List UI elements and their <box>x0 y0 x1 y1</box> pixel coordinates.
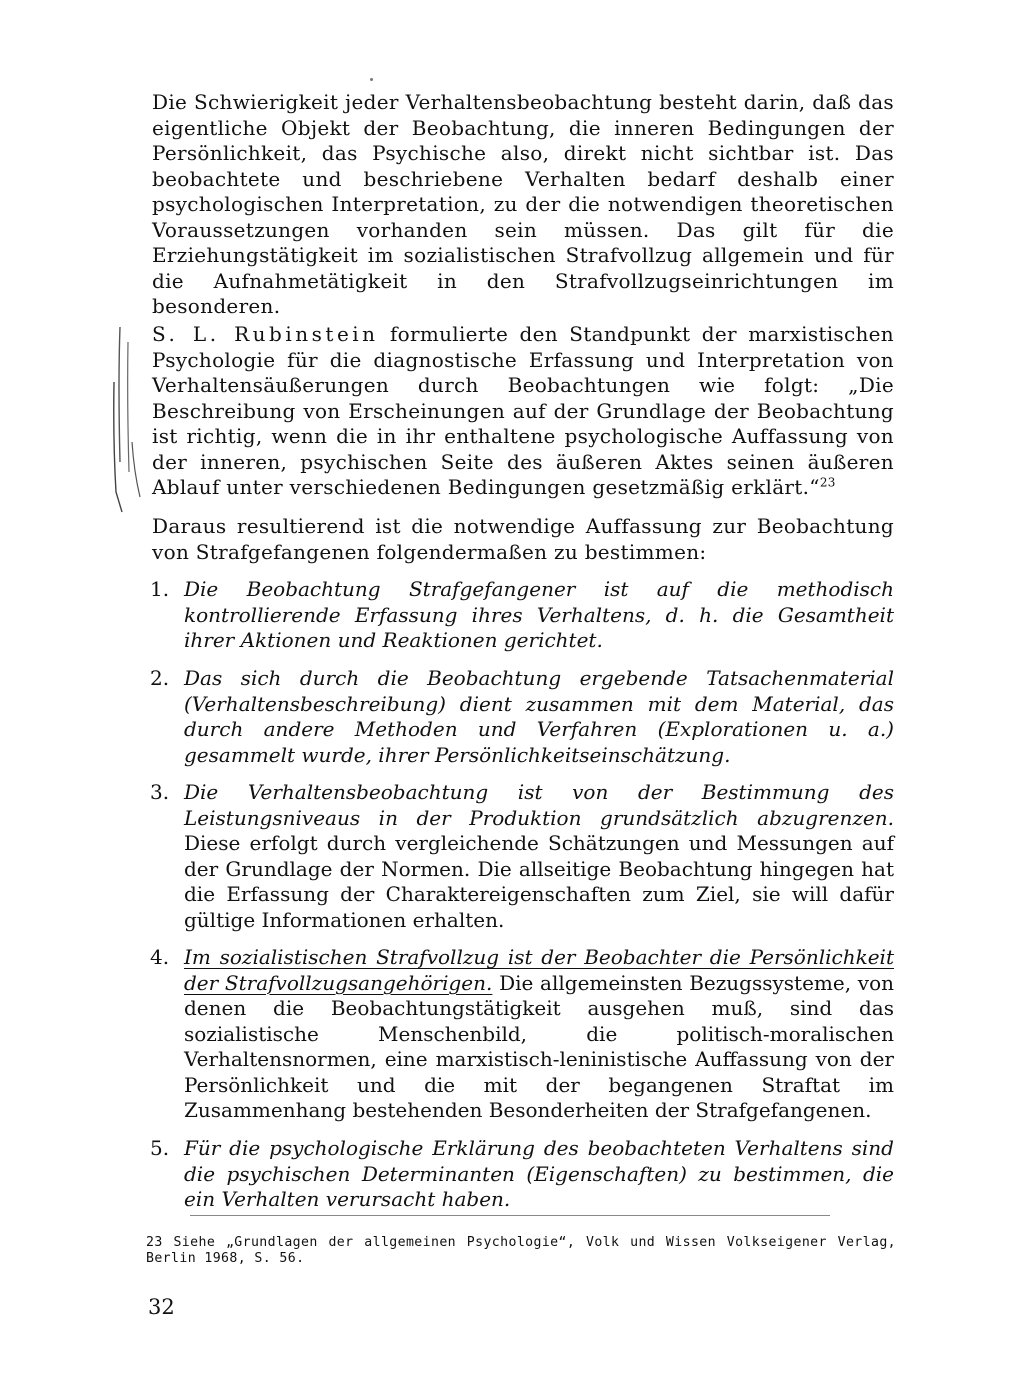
footnote: 23 Siehe „Grundlagen der allgemeinen Psychologie“, Volk und Wissen Volkseigener Verlag, Berlin 1968, S. 56. <box>146 1235 896 1266</box>
list-item-italic: Die Verhaltensbeobachtung ist von der Bestimmung des Leistungsniveaus in der Produktion grundsätzlich abzugrenzen. <box>184 780 894 830</box>
list-item-italic: Im sozialistischen Strafvollzug ist der Beobachter die Persönlichkeit der Strafvollzugsangehörigen. <box>184 945 894 995</box>
list-item <box>150 577 894 654</box>
list-item <box>150 780 894 933</box>
margin-pencil-marks <box>108 322 148 522</box>
footnote-ref: 23 <box>819 475 836 490</box>
list-number: 4. <box>150 945 170 969</box>
list-item-plain: Die allgemeinsten Bezugssysteme, von denen die Beobachtungstätigkeit ausgehen muß, sind das sozialistische Menschenbild, die politisch-moralischen Verhaltensnormen, eine marxistisch-leninistische Auffassung von der Persönlichkeit und die mit der begangenen Straftat im Zusammenhang bestehenden Besonderheiten der Strafgefangenen. <box>184 970 895 1122</box>
list-number: 3. <box>150 780 170 804</box>
list-item-italic: Für die psychologische Erklärung des beobachteten Verhaltens sind die psychischen Determinanten (Eigenschaften) zu bestimmen, die ein Verhalten verursacht haben. <box>184 1136 894 1211</box>
list-item-plain: Diese erfolgt durch vergleichende Schätzungen und Messungen auf der Grundlage der Normen. Die allseitige Beobachtung hingegen hat die Erfassung der Charaktereigenschaften zum Ziel, sie will dafür gültige Informationen erhalten. <box>184 831 894 932</box>
list-number: 1. <box>150 577 170 601</box>
paragraph-3: Daraus resultierend ist die notwendige Auffassung zur Beobachtung von Strafgefangenen folgendermaßen zu bestimmen: <box>152 514 894 564</box>
list-item-italic: Die Beobachtung Strafgefangener ist auf die methodisch kontrollierende Erfassung ihres Verhaltens, d. h. die Gesamtheit ihrer Aktionen und Reaktionen gerichtet. <box>184 577 894 652</box>
list-item <box>150 945 894 1124</box>
list-item <box>150 666 894 768</box>
speck <box>370 78 373 81</box>
paragraph-2-text: formulierte den Standpunkt der marxistischen Psychologie für die diagnostische Erfassung und Interpretation von Verhaltensäußerungen durch Beobachtungen wie folgt: „Die Beschreibung von Erscheinungen auf der Grundlage der Beobachtung ist richtig, wenn die in ihr enthaltene psychologische Auffassung von der inneren, psychischen Seite des äußeren Aktes seinen äußeren Ablauf unter verschiedenen Bedingungen gesetzmäßig erklärt.“ <box>152 322 894 499</box>
list-number: 5. <box>150 1136 170 1160</box>
footnote-rule <box>190 1215 830 1216</box>
paragraph-2 <box>152 322 894 501</box>
paragraph-1: Die Schwierigkeit jeder Verhaltensbeobachtung besteht darin, daß das eigentliche Objekt der Beobachtung, die inneren Bedingungen der Persönlichkeit, das Psychische also, direkt nicht sichtbar ist. Das beobachtete und beschriebene Verhalten bedarf deshalb einer psychologischen Interpretation, zu der die notwendigen theoretischen Voraussetzungen vorhanden sein müssen. Das gilt für die Erziehungstätigkeit im sozialistischen Strafvollzug allgemein und für die Aufnahmetätigkeit in den Strafvollzugseinrichtungen im besonderen. <box>152 90 894 318</box>
list-item <box>150 1136 894 1213</box>
list-item-italic: Das sich durch die Beobachtung ergebende Tatsachenmaterial (Verhaltensbeschreibung) dient zusammen mit dem Material, das durch andere Methoden und Verfahren (Explorationen u. a.) gesammelt wurde, ihrer Persönlichkeitseinschätzung. <box>184 666 894 767</box>
author-name: S. L. Rubinstein <box>152 322 379 346</box>
page-number: 32 <box>148 1295 175 1319</box>
list-number: 2. <box>150 666 170 690</box>
